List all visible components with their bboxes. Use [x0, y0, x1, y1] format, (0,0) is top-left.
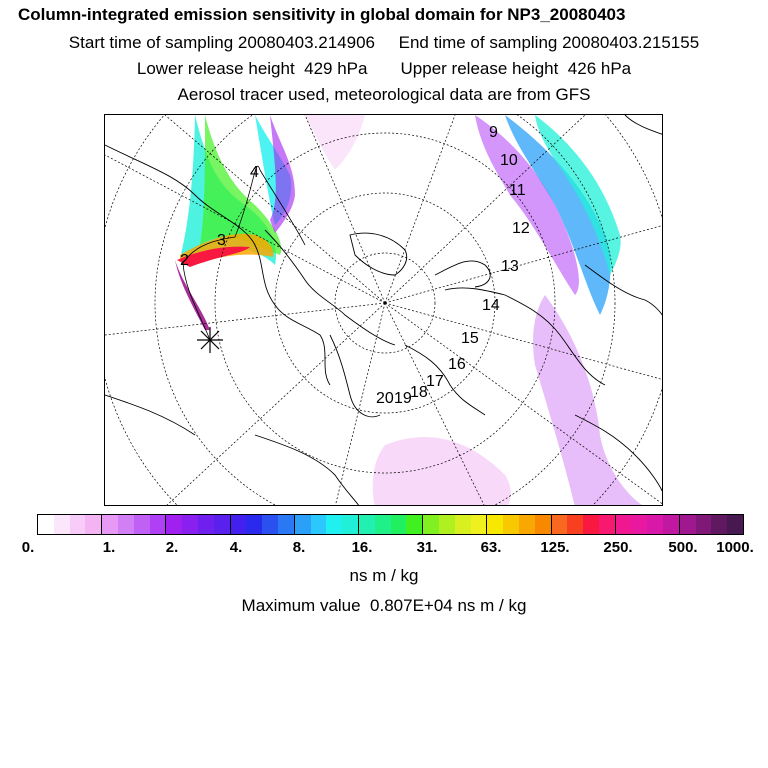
colorbar-cell — [503, 515, 519, 534]
traj-label-3: 3 — [217, 232, 226, 249]
colorbar-cell — [278, 515, 295, 534]
colorbar-cell — [246, 515, 262, 534]
tick-label: 31. — [416, 539, 438, 556]
traj-label-15: 15 — [461, 330, 479, 347]
sampling-time-line: Start time of sampling 20080403.214906 End time of sampling 20080403.215155 — [68, 33, 700, 52]
colorbar-cell — [150, 515, 167, 534]
colorbar-cell — [342, 515, 359, 534]
traj-label-12: 12 — [512, 220, 530, 237]
polar-map — [104, 114, 663, 506]
traj-label-4: 4 — [250, 164, 259, 181]
colorbar-cell — [54, 515, 70, 534]
colorbar-cell — [552, 515, 568, 534]
traj-label-19: 19 — [394, 390, 412, 407]
colorbar-cell — [567, 515, 583, 534]
colorbar-cell — [696, 515, 712, 534]
release-point-marker — [197, 327, 223, 353]
colorbar-cell — [214, 515, 231, 534]
release-height-line: Lower release height 429 hPa Upper release height 426 hPa — [136, 59, 632, 78]
colorbar-cell — [118, 515, 134, 534]
colorbar-cell — [102, 515, 118, 534]
colorbar-cell — [359, 515, 375, 534]
colorbar-cell — [663, 515, 680, 534]
tick-label: 500. — [668, 539, 698, 556]
tick-label: 1000. — [716, 539, 754, 556]
colorbar-cell — [487, 515, 503, 534]
maximum-value-text: Maximum value 0.807E+04 ns m / kg — [241, 596, 527, 615]
colorbar-cell — [198, 515, 214, 534]
colorbar — [37, 514, 744, 535]
colorbar-cell — [182, 515, 198, 534]
colorbar-cell — [439, 515, 455, 534]
colorbar-cell — [70, 515, 86, 534]
colorbar-units: ns m / kg — [349, 566, 419, 585]
colorbar-cell — [680, 515, 696, 534]
colorbar-cell — [583, 515, 599, 534]
colorbar-cell — [326, 515, 342, 534]
colorbar-cell — [375, 515, 391, 534]
colorbar-cell — [455, 515, 471, 534]
traj-label-13: 13 — [501, 258, 519, 275]
colorbar-cell — [616, 515, 632, 534]
colorbar-cell — [631, 515, 647, 534]
colorbar-cell — [38, 515, 54, 534]
traj-label-11: 11 — [509, 182, 526, 199]
colorbar-cell — [599, 515, 616, 534]
colorbar-cell — [727, 515, 743, 534]
traj-label-17: 17 — [426, 373, 444, 390]
colorbar-cell — [519, 515, 535, 534]
colorbar-cell — [471, 515, 488, 534]
colorbar-cell — [166, 515, 182, 534]
tick-label: 250. — [603, 539, 633, 556]
colorbar-cell — [406, 515, 423, 534]
traj-label-16: 16 — [448, 356, 466, 373]
traj-label-14: 14 — [482, 297, 500, 314]
tick-label: 0. — [21, 539, 35, 556]
tick-label: 4. — [229, 539, 243, 556]
traj-label-10: 10 — [500, 152, 518, 169]
tick-label: 16. — [351, 539, 373, 556]
trajectory-labels — [180, 124, 530, 407]
colorbar-cell — [535, 515, 552, 534]
traj-label-2: 2 — [180, 252, 189, 269]
tick-label: 125. — [540, 539, 570, 556]
colorbar-cell — [423, 515, 439, 534]
colorbar-tick-labels — [0, 539, 768, 559]
colorbar-cell — [391, 515, 407, 534]
colorbar-cell — [295, 515, 311, 534]
traj-label-20: 20 — [376, 390, 394, 407]
tick-label: 1. — [102, 539, 116, 556]
map-title: Column-integrated emission sensitivity in global domain for NP3_20080403 — [18, 5, 626, 24]
colorbar-cell — [311, 515, 327, 534]
colorbar-cell — [85, 515, 102, 534]
colorbar-cell — [647, 515, 663, 534]
colorbar-cell — [231, 515, 247, 534]
map-canvas — [105, 115, 663, 506]
tick-label: 8. — [292, 539, 306, 556]
tick-label: 2. — [165, 539, 179, 556]
tracer-info-line: Aerosol tracer used, meteorological data are from GFS — [177, 85, 591, 104]
traj-label-9: 9 — [489, 124, 498, 141]
colorbar-cell — [134, 515, 150, 534]
colorbar-cell — [262, 515, 278, 534]
tick-label: 63. — [480, 539, 502, 556]
traj-label-18: 18 — [410, 384, 428, 401]
colorbar-cell — [711, 515, 727, 534]
